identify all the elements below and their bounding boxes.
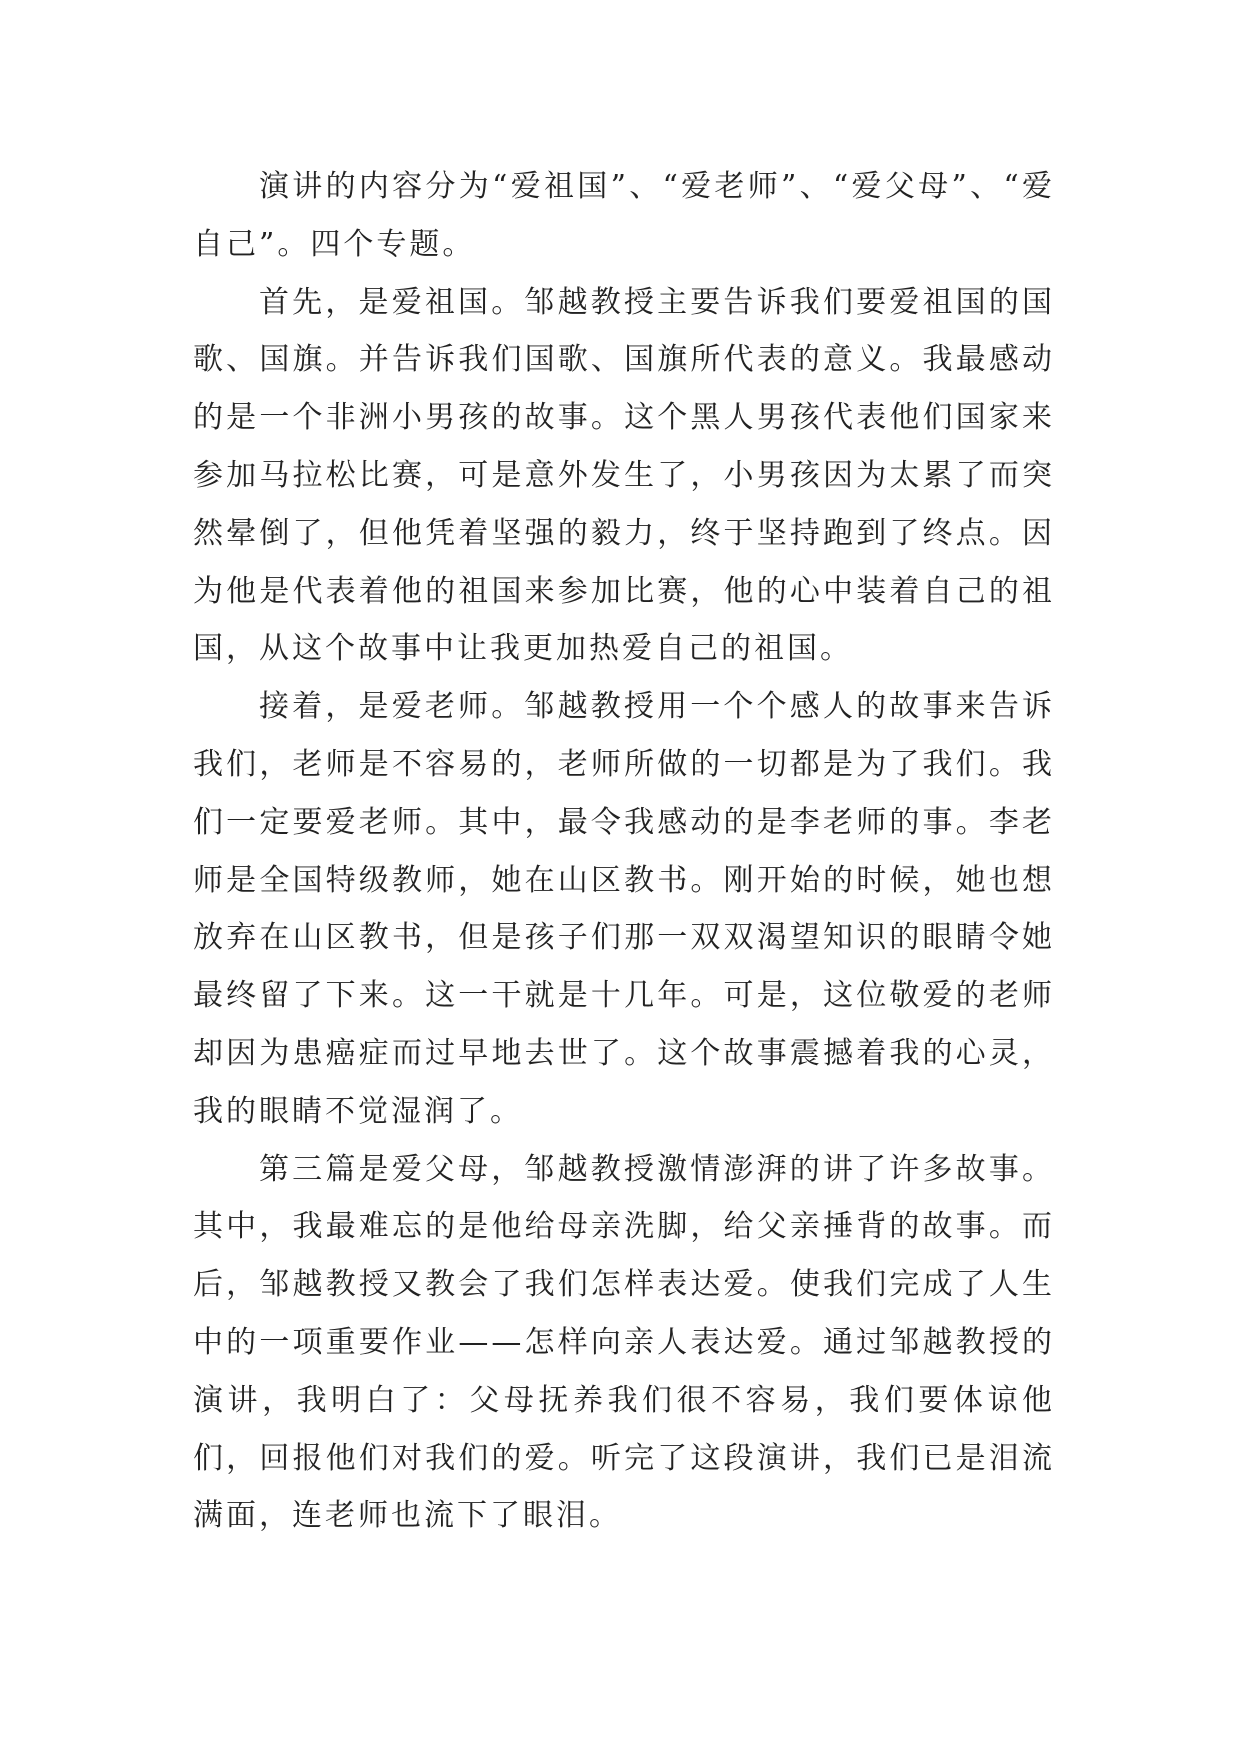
document-body: [193, 158, 1055, 1545]
paragraph-love-teacher: 接着，是爱老师。邹越教授用一个个感人的故事来告诉我们，老师是不容易的，老师所做的一切都是为了我们。我们一定要爱老师。其中，最令我感动的是李老师的事。李老师是全国特级教师，她在山区教书。刚开始的时候，她也想放弃在山区教书，但是孩子们那一双双渴望知识的眼睛令她最终留了下来。这一干就是十几年。可是，这位敬爱的老师却因为患癌症而过早地去世了。这个故事震撼着我的心灵，我的眼睛不觉湿润了。: [193, 689, 1055, 1129]
paragraph-love-parents: 第三篇是爱父母，邹越教授激情澎湃的讲了许多故事。其中，我最难忘的是他给母亲洗脚，给父亲捶背的故事。而后，邹越教授又教会了我们怎样表达爱。使我们完成了人生中的一项重要作业——怎样向亲人表达爱。通过邹越教授的演讲，我明白了：父母抚养我们很不容易，我们要体谅他们，回报他们对我们的爱。听完了这段演讲，我们已是泪流满面，连老师也流下了眼泪。: [193, 1151, 1055, 1534]
paragraph-topics: 演讲的内容分为“爱祖国”、“爱老师”、“爱父母”、“爱自己”。四个专题。: [193, 169, 1055, 262]
paragraph-love-motherland: 首先，是爱祖国。邹越教授主要告诉我们要爱祖国的国歌、国旗。并告诉我们国歌、国旗所代表的意义。我最感动的是一个非洲小男孩的故事。这个黑人男孩代表他们国家来参加马拉松比赛，可是意外发生了，小男孩因为太累了而突然晕倒了，但他凭着坚强的毅力，终于坚持跑到了终点。因为他是代表着他的祖国来参加比赛，他的心中装着自己的祖国，从这个故事中让我更加热爱自己的祖国。: [193, 284, 1055, 667]
